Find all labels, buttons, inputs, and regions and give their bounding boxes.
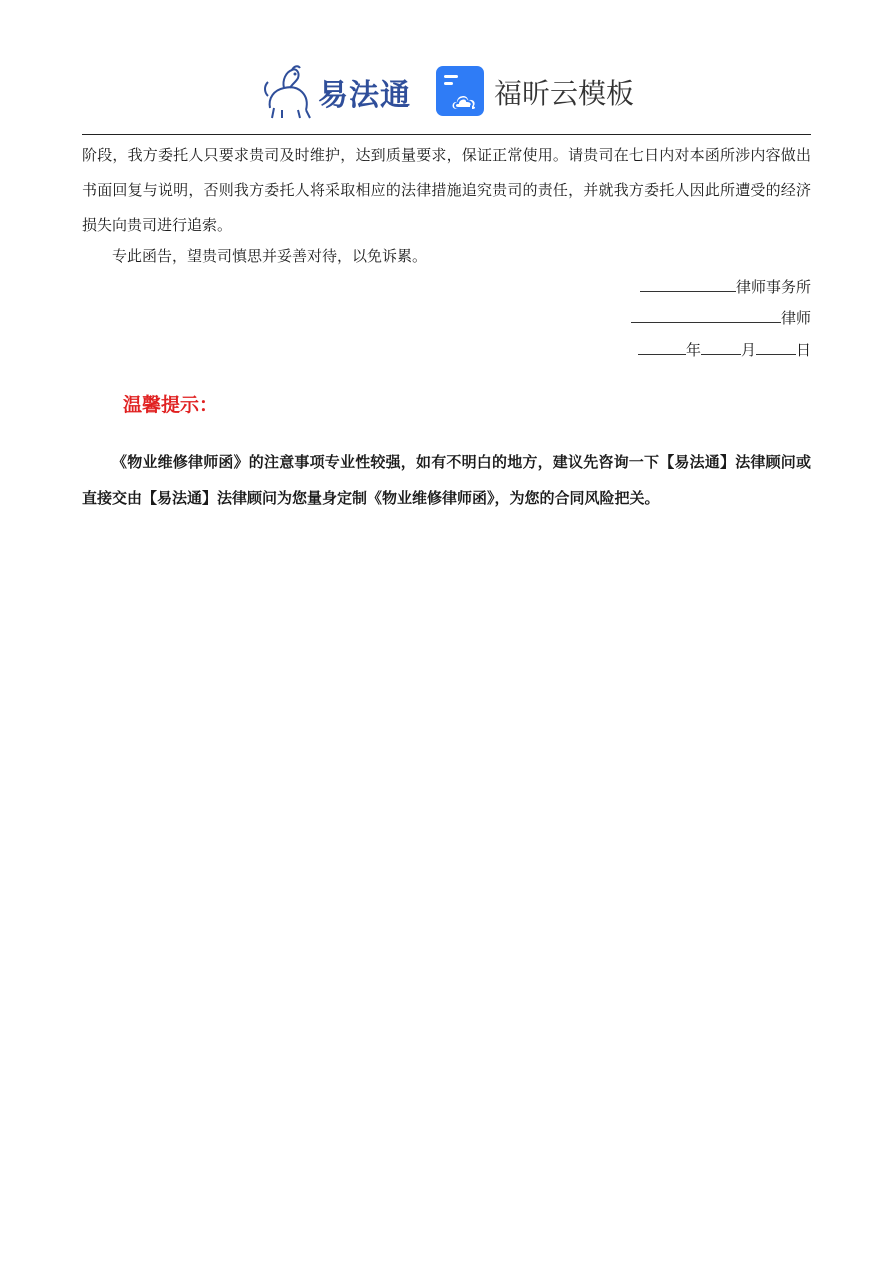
lawyer-name-blank — [631, 310, 781, 323]
signature-firm-line — [640, 276, 811, 297]
day-label: 日 — [795, 341, 811, 359]
day-blank — [756, 342, 796, 355]
signature-lawyer-line — [631, 307, 811, 328]
month-label: 月 — [740, 341, 756, 359]
fuxin-logo-text: 福昕云模板 — [494, 77, 635, 110]
yifatong-logo — [262, 62, 412, 120]
firm-suffix: 律师事务所 — [735, 278, 811, 296]
year-blank — [638, 342, 686, 355]
month-blank — [701, 342, 741, 355]
tip-title: 温馨提示： — [123, 394, 219, 416]
page-header — [0, 0, 893, 136]
lawyer-suffix: 律师 — [780, 309, 811, 327]
signature-date-line — [638, 339, 811, 360]
cloud-document-icon — [436, 66, 488, 118]
tip-body: 《物业维修律师函》的注意事项专业性较强，如有不明白的地方，建议先咨询一下【易法通】法律顾问或直接交由【易法通】法律顾问为您量身定制《物业维修律师函》，为您的合同风险把关。 — [82, 453, 811, 507]
yifatong-logo-text: 易法通 — [318, 78, 411, 113]
header-divider — [82, 134, 811, 135]
letter-paragraph-1: 阶段，我方委托人只要求贵司及时维护，达到质量要求，保证正常使用。请贵司在七日内对本函所涉内容做出书面回复与说明，否则我方委托人将采取相应的法律措施追究贵司的责任，并就我方委托人因此所遭受的经济损失向贵司进行追索。 — [82, 146, 811, 234]
fuxin-logo — [436, 66, 636, 118]
firm-name-blank — [640, 279, 736, 292]
year-label: 年 — [685, 341, 701, 359]
letter-paragraph-2: 专此函告，望贵司慎思并妥善对待，以免诉累。 — [112, 247, 428, 265]
horse-icon — [262, 62, 318, 120]
